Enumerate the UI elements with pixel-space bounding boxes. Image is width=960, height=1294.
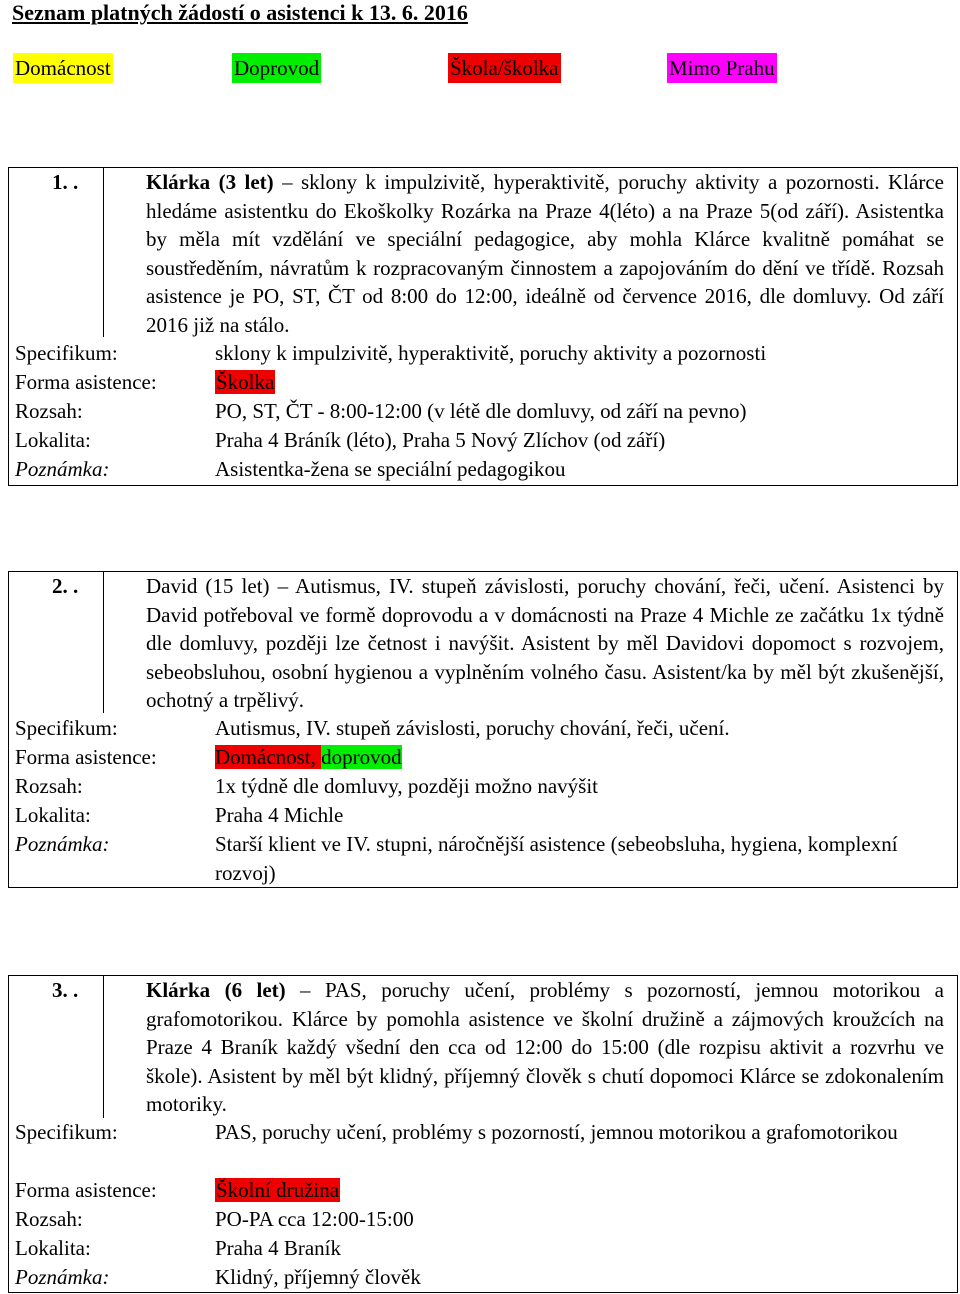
request-3-rozsah: PO-PA cca 12:00-15:00 bbox=[215, 1207, 414, 1231]
poznamka-label: Poznámka: bbox=[15, 1265, 110, 1289]
request-1-number: 1. . bbox=[52, 170, 79, 194]
request-3-specifikum: PAS, poruchy učení, problémy s pozorností, jemnou motorikou a grafomotorikou bbox=[215, 1120, 898, 1144]
request-3-forma-skolni-druzina: Školní družina bbox=[216, 1178, 340, 1202]
request-3-description-text: – PAS, poruchy učení, problémy s pozorností, jemnou motorikou a grafomotorikou. Klárce by pomohla asistence ve školní družině a zájmových kroužcích na Praze 4 Braník každý všední den cca od 12:00 do 15:00 (dle rozpisu aktivit a rozvrhu ve škole). Asistent by měl být klidný, příjemný člověk s chutí dopomoci Klárce se zdokonalením motoriky. bbox=[146, 978, 944, 1117]
specifikum-label: Specifikum: bbox=[15, 341, 118, 365]
specifikum-label: Specifikum: bbox=[15, 716, 118, 740]
poznamka-label: Poznámka: bbox=[15, 457, 110, 481]
lokalita-label: Lokalita: bbox=[15, 803, 91, 827]
request-2-number: 2. . bbox=[52, 574, 79, 598]
request-3-forma bbox=[215, 1176, 945, 1205]
page-title: Seznam platných žádostí o asistenci k 13. 6. 2016 bbox=[12, 0, 468, 25]
request-3-divider bbox=[103, 975, 104, 1118]
request-3-name: Klárka (6 let) bbox=[146, 978, 286, 1002]
forma-label: Forma asistence: bbox=[15, 370, 157, 394]
request-1-rozsah: PO, ST, ČT - 8:00-12:00 (v létě dle domluvy, od září na pevno) bbox=[215, 399, 747, 423]
request-1-poznamka: Asistentka-žena se speciální pedagogikou bbox=[215, 457, 566, 481]
specifikum-label: Specifikum: bbox=[15, 1120, 118, 1144]
request-3-lokalita: Praha 4 Braník bbox=[215, 1236, 341, 1260]
rozsah-label: Rozsah: bbox=[15, 1207, 83, 1231]
forma-label: Forma asistence: bbox=[15, 745, 157, 769]
request-1-forma bbox=[215, 368, 945, 397]
request-2-forma-domacnost: Domácnost, bbox=[215, 745, 322, 769]
request-3-poznamka: Klidný, příjemný člověk bbox=[215, 1265, 421, 1289]
rozsah-label: Rozsah: bbox=[15, 399, 83, 423]
lokalita-label: Lokalita: bbox=[15, 428, 91, 452]
request-2-divider bbox=[103, 571, 104, 713]
request-2-lokalita: Praha 4 Michle bbox=[215, 803, 344, 827]
request-1-description bbox=[146, 168, 944, 340]
request-1-specifikum: sklony k impulzivitě, hyperaktivitě, poruchy aktivity a pozornosti bbox=[215, 341, 767, 365]
request-1-lokalita: Praha 4 Bráník (léto), Praha 5 Nový Zlíchov (od září) bbox=[215, 428, 666, 452]
legend-domacnost: Domácnost bbox=[13, 53, 113, 83]
request-2-description-text: – Autismus, IV. stupeň závislosti, poruchy chování, řeči, učení. Asistenci by David potřeboval ve formě doprovodu a v domácnosti na Praze 4 Michle ze začátku 1x týdně dle domluvy, později lze četnost i navýšit. Asistent by měl Davidovi dopomoct s rozvojem, sebeobsluhou, osobní hygienou a vyplněním volného času. Asistent/ka by měl být zkušenější, ochotný a trpělivý. bbox=[146, 574, 944, 713]
rozsah-label: Rozsah: bbox=[15, 774, 83, 798]
poznamka-label: Poznámka: bbox=[15, 832, 110, 856]
request-2-specifikum: Autismus, IV. stupeň závislosti, poruchy chování, řeči, učení. bbox=[215, 716, 730, 740]
legend-skola-skolka: Škola/školka bbox=[448, 53, 561, 83]
legend-doprovod: Doprovod bbox=[232, 53, 321, 83]
request-1-divider bbox=[103, 167, 104, 337]
forma-label: Forma asistence: bbox=[15, 1178, 157, 1202]
request-2-description bbox=[146, 572, 944, 715]
request-3-description bbox=[146, 976, 944, 1119]
request-1-name: Klárka (3 let) bbox=[146, 170, 274, 194]
request-2-rozsah: 1x týdně dle domluvy, později možno navýšit bbox=[215, 774, 598, 798]
request-1-description-text: – sklony k impulzivitě, hyperaktivitě, poruchy aktivity a pozornosti. Klárce hledáme asistentku do Ekoškolky Rozárka na Praze 4(léto) a na Praze 5(od září). Asistentka by měla mít vzdělání ve speciální pedagogice, aby mohla Klárce kvalitně pomáhat se soustředěním, návratům k rozpracovaným činnostem a zapojováním do dění ve třídě. Rozsah asistence je PO, ST, ČT od 8:00 do 12:00, ideálně od července 2016, dle domluvy. Od září 2016 již na stálo. bbox=[146, 170, 944, 337]
request-3-number: 3. . bbox=[52, 978, 79, 1002]
request-2-name: David (15 let) bbox=[146, 574, 270, 598]
request-2-forma bbox=[215, 743, 945, 772]
request-2-forma-doprovod: doprovod bbox=[321, 745, 402, 769]
request-2-poznamka: Starší klient ve IV. stupni, náročnější asistence (sebeobsluha, hygiena, komplexní rozvoj) bbox=[215, 832, 898, 885]
legend-mimo-prahu: Mimo Prahu bbox=[667, 53, 777, 83]
request-1-forma-skolka: Školka bbox=[216, 370, 275, 394]
lokalita-label: Lokalita: bbox=[15, 1236, 91, 1260]
